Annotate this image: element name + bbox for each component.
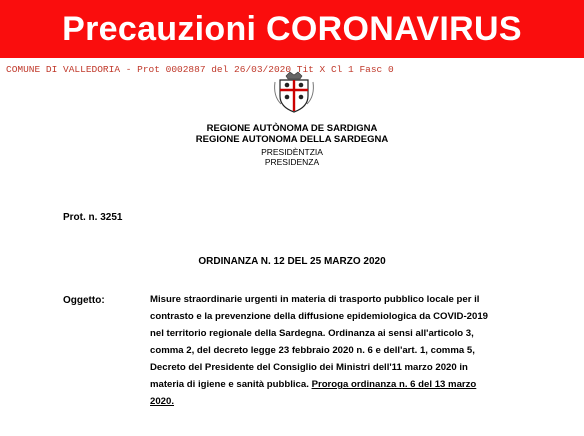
region-name-sardinian: REGIONE AUTÒNOMA DE SARDIGNA [206,123,378,134]
office-name-sardinian: PRESIDÈNTZIA [261,147,323,157]
body-line: Decreto del Presidente del Consiglio dei Ministri dell'11 marzo 2020 in [150,362,468,373]
body-line-final [150,376,530,393]
proroga-text-end: 2020. [150,396,175,407]
body-line: comma 2, del decreto legge 23 febbraio 2020 n. 6 e dell'art. 1, comma 5, [150,345,475,356]
body-line: Misure straordinarie urgenti in materia di trasporto pubblico locale per il [150,294,480,305]
oggetto-body [150,291,530,410]
oggetto-label: Oggetto: [63,295,105,306]
sardinia-crest-icon [272,70,316,114]
protocol-number: Prot. n. 3251 [63,212,123,223]
protocol-stamp: COMUNE DI VALLEDORIA - Prot 0002887 del 26/03/2020 Tit X Cl 1 Fasc 0 [6,64,394,75]
office-name-italian: PRESIDENZA [264,157,320,167]
body-line: nel territorio regionale della Sardegna. Ordinanza ai sensi all'articolo 3, [150,328,474,339]
region-name-italian: REGIONE AUTONOMA DELLA SARDEGNA [195,134,389,145]
proroga-text: Proroga ordinanza n. 6 del 13 marzo [311,379,477,390]
body-line: contrasto e la prevenzione della diffusione epidemiologica da COVID-2019 [150,311,488,322]
header-banner [0,0,584,58]
ordinanza-title: ORDINANZA N. 12 DEL 25 MARZO 2020 [198,256,386,267]
body-line: materia di igiene e sanità pubblica. [150,379,309,390]
banner-title: Precauzioni CORONAVIRUS [62,9,522,48]
